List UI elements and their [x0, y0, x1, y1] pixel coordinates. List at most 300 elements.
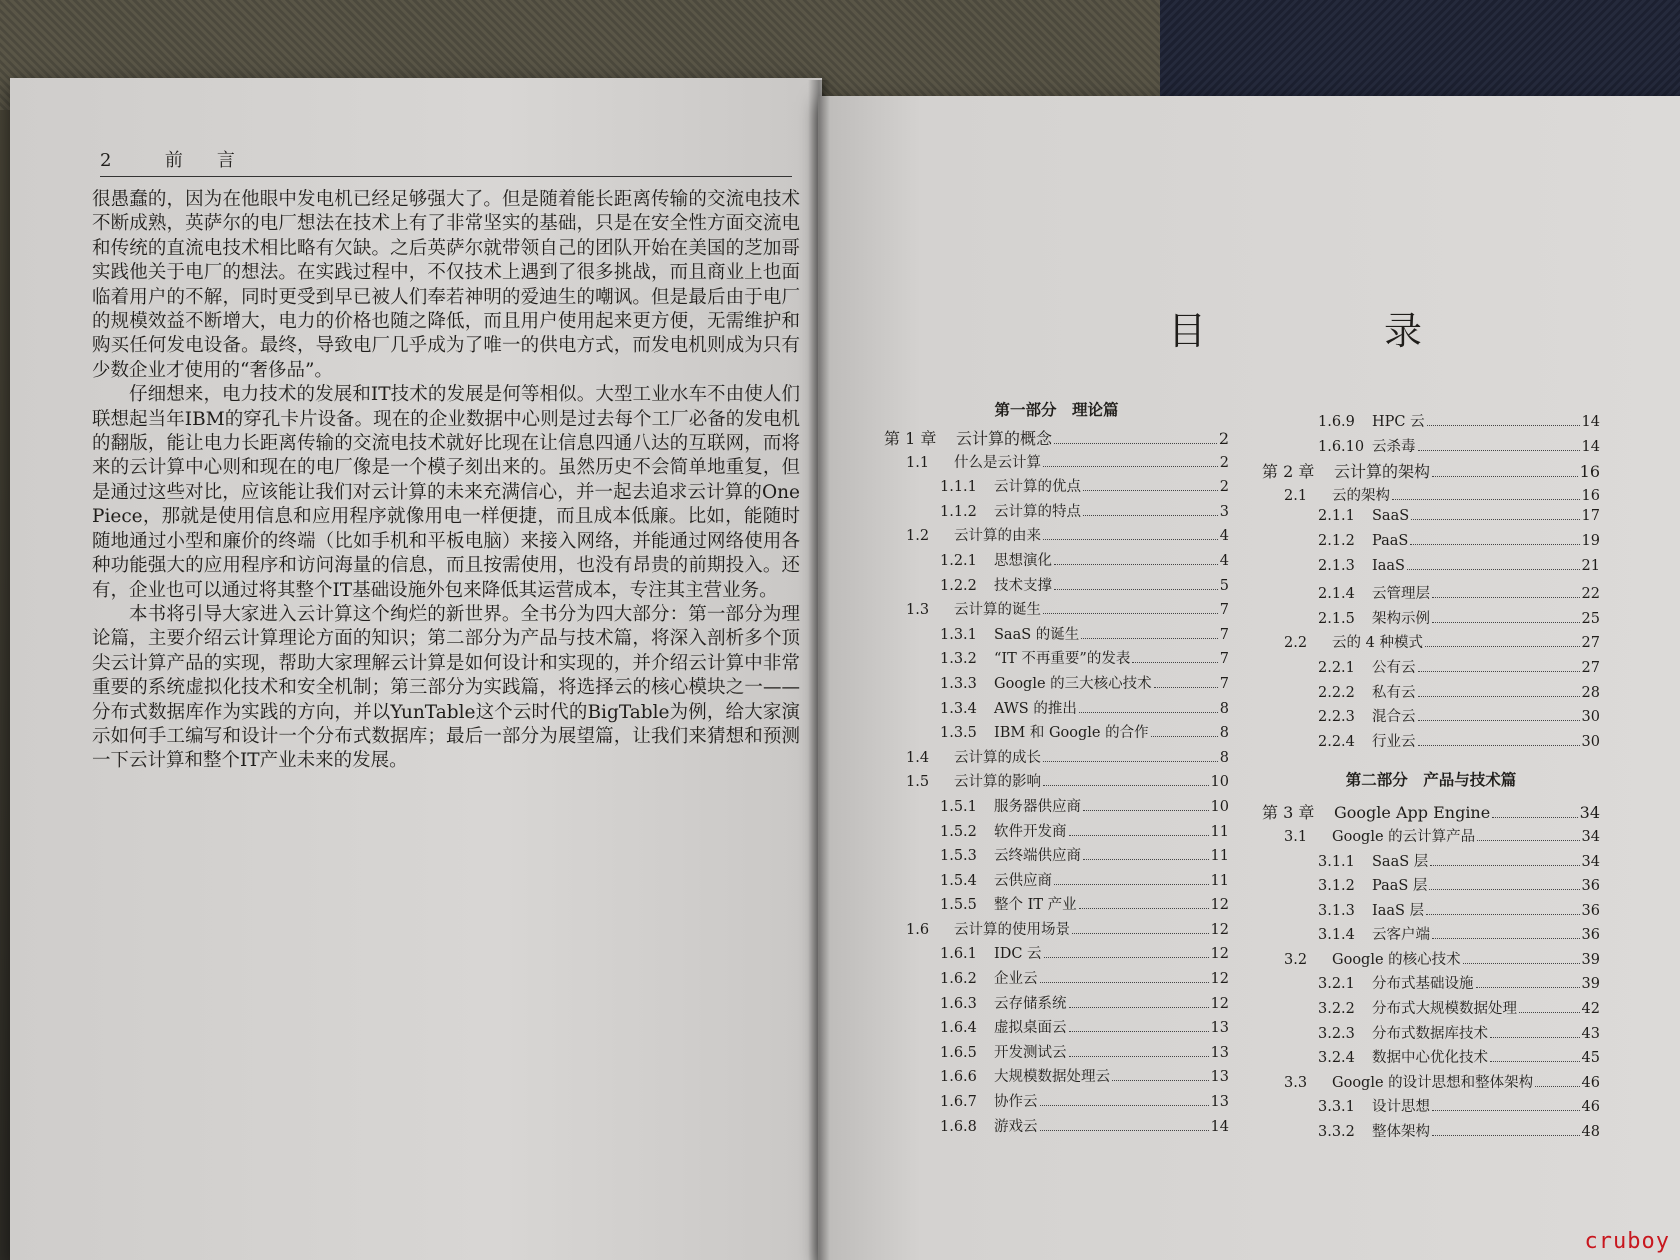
toc-entry-number: 1.6.1 — [940, 946, 977, 963]
toc-entry-page: 13 — [1210, 1020, 1229, 1037]
toc-leader-dots — [1151, 736, 1218, 737]
toc-entry-label: Google 的三大核心技术 — [994, 675, 1152, 692]
body-text — [92, 188, 800, 774]
toc-entry-page: 42 — [1581, 1001, 1600, 1018]
toc-entry — [884, 918, 1229, 943]
toc-entry-number: 1.6.2 — [940, 971, 977, 988]
toc-entry-page: 34 — [1581, 853, 1600, 870]
toc-entry — [884, 598, 1229, 623]
toc-entry — [1262, 899, 1600, 924]
toc-leader-dots — [1081, 638, 1218, 639]
toc-entry-number: 1.5 — [906, 774, 930, 791]
toc-entry-number: 1.3.3 — [940, 675, 977, 692]
toc-leader-dots — [1429, 889, 1579, 890]
toc-leader-dots — [1418, 450, 1580, 451]
toc-entry-number: 3.3.1 — [1318, 1099, 1355, 1116]
toc-leader-dots — [1043, 613, 1218, 614]
toc-entry-page: 19 — [1581, 532, 1600, 549]
toc-entry-page: 17 — [1581, 508, 1600, 525]
toc-entry-label: 云供应商 — [994, 872, 1052, 889]
toc-entry — [884, 451, 1229, 476]
toc-entry-page: 30 — [1581, 733, 1600, 750]
toc-entry-label: 架构示例 — [1372, 610, 1430, 627]
toc-entry-number: 1.1.2 — [940, 503, 977, 520]
toc-entry — [884, 1115, 1229, 1140]
toc-entry-page: 34 — [1579, 803, 1600, 823]
toc-entry-label: Google 的云计算产品 — [1332, 828, 1476, 845]
toc-leader-dots — [1418, 745, 1580, 746]
toc-column-left — [884, 398, 1229, 1139]
toc-leader-dots — [1043, 466, 1218, 467]
toc-entry-label: 混合云 — [1372, 709, 1416, 726]
toc-entry-number: 3.1.2 — [1318, 878, 1355, 895]
toc-entry-label: 云杀毒 — [1372, 438, 1416, 455]
toc-leader-dots — [1069, 1007, 1209, 1008]
toc-entry — [884, 869, 1229, 894]
toc-entry — [884, 574, 1229, 599]
toc-leader-dots — [1463, 963, 1580, 964]
toc-entry-label: 技术支撑 — [994, 577, 1052, 594]
toc-entry-number: 1.2 — [906, 528, 930, 545]
toc-entry-label: 云计算的使用场景 — [954, 921, 1070, 938]
toc-entry — [1262, 1071, 1600, 1096]
toc-entry-label: 云计算的成长 — [954, 749, 1041, 766]
toc-leader-dots — [1432, 938, 1580, 939]
toc-entry-label: PaaS 层 — [1372, 878, 1428, 895]
toc-entry-page: 8 — [1219, 700, 1229, 717]
toc-entry-page: 2 — [1219, 479, 1229, 496]
toc-entry-number: 2.1.1 — [1318, 508, 1355, 525]
toc-entry-label: 分布式数据库技术 — [1372, 1025, 1488, 1042]
toc-entry-label: 游戏云 — [994, 1118, 1038, 1135]
toc-entry-number: 2.1.5 — [1318, 610, 1355, 627]
toc-entry — [1262, 997, 1600, 1022]
toc-leader-dots — [1432, 1135, 1580, 1136]
toc-entry-page: 12 — [1210, 897, 1229, 914]
toc-entry-number: 2.1.2 — [1318, 532, 1355, 549]
toc-leader-dots — [1040, 1105, 1209, 1106]
paragraph: 很愚蠢的，因为在他眼中发电机已经足够强大了。但是随着能长距离传输的交流电技术不断成熟，英萨尔的电厂想法在技术上有了非常坚实的基础，只是在安全性方面交流电和传统的直流电技术相比略有欠缺。之后英萨尔就带领自己的团队开始在美国的芝加哥实践他关于电厂的想法。在实践过程中，不仅技术上遇到了很多挑战，而且商业上也面临着用户的不解，同时更受到早已被人们奉若神明的爱迪生的嘲讽。但是最后由于电厂的规模效益不断增大，电力的价格也随之降低，而且用户使用起来更方便，无需维护和购买任何发电设备。最终，导致电厂几乎成为了唯一的供电方式，而发电机则成为只有少数企业才使用的“奢侈品”。 — [92, 189, 800, 381]
toc-entry-label: 云计算的由来 — [954, 528, 1041, 545]
toc-entry — [1262, 410, 1600, 435]
toc-leader-dots — [1072, 933, 1209, 934]
toc-leader-dots — [1054, 884, 1209, 885]
toc-leader-dots — [1079, 908, 1209, 909]
toc-entry-label: 云存储系统 — [994, 995, 1067, 1012]
toc-entry — [1262, 459, 1600, 484]
toc-entry-label: 协作云 — [994, 1094, 1038, 1111]
toc-entry — [884, 820, 1229, 845]
toc-leader-dots — [1079, 712, 1218, 713]
toc-entry-page: 12 — [1210, 971, 1229, 988]
toc-entry-page: 11 — [1210, 823, 1229, 840]
toc-leader-dots — [1083, 859, 1209, 860]
toc-entry-number: 1.3 — [906, 602, 930, 619]
toc-entry — [1262, 1095, 1600, 1120]
toc-entry-page: 36 — [1581, 878, 1600, 895]
toc-entry-page: 7 — [1219, 675, 1229, 692]
toc-leader-dots — [1432, 622, 1580, 623]
toc-entry — [884, 992, 1229, 1017]
toc-leader-dots — [1043, 785, 1209, 786]
toc-entry-label: SaaS 层 — [1372, 853, 1429, 870]
toc-entry-label: PaaS — [1372, 532, 1409, 549]
toc-entry-page: 2 — [1218, 429, 1229, 448]
toc-entry — [1262, 705, 1600, 730]
toc-entry-label: 云的 4 种模式 — [1332, 635, 1423, 652]
toc-leader-dots — [1535, 1086, 1579, 1087]
paragraph: 本书将引导大家进入云计算这个绚烂的新世界。全书分为四大部分：第一部分为理论篇，主要介绍云计算理论方面的知识；第二部分为产品与技术篇，将深入剖析多个顶尖云计算产品的实现，帮助大家理解云计算是如何设计和实现的，并介绍云计算中非常重要的系统虚拟化技术和安全机制；第三部分为实践篇，将选择云的核心模块之一——分布式数据库作为实践的方向，并以YunTable这个云时代的BigTable为例，给大家演示如何手工编写和设计一个分布式数据库；最后一部分为展望篇，让我们来猜想和预测一下云计算和整个IT产业未来的发展。 — [92, 603, 800, 772]
page-number: 2 — [100, 150, 120, 171]
toc-entry-number: 1.2.2 — [940, 577, 977, 594]
toc-leader-dots — [1519, 1012, 1580, 1013]
toc-list — [884, 426, 1229, 1139]
toc-entry-label: “IT 不再重要”的发表 — [994, 651, 1131, 668]
toc-entry — [884, 475, 1229, 500]
toc-leader-dots — [1427, 425, 1580, 426]
toc-leader-dots — [1083, 515, 1218, 516]
toc-entry-number: 2.2.1 — [1318, 659, 1355, 676]
toc-entry — [1262, 850, 1600, 875]
toc-leader-dots — [1425, 646, 1580, 647]
toc-entry — [884, 500, 1229, 525]
toc-entry — [884, 770, 1229, 795]
toc-entry-number: 1.3.5 — [940, 725, 977, 742]
toc-entry — [884, 967, 1229, 992]
toc-entry-label: AWS 的推出 — [994, 700, 1077, 717]
toc-entry-label: SaaS 的诞生 — [994, 626, 1080, 643]
toc-entry-number: 2.1.4 — [1318, 586, 1355, 603]
toc-entry-label: 云终端供应商 — [994, 848, 1081, 865]
toc-entry-page: 4 — [1219, 552, 1229, 569]
toc-entry-label: 思想演化 — [994, 552, 1052, 569]
toc-leader-dots — [1477, 840, 1579, 841]
toc-entry-number: 1.5.1 — [940, 798, 977, 815]
toc-entry — [884, 1016, 1229, 1041]
toc-entry — [884, 942, 1229, 967]
toc-entry-label: 分布式基础设施 — [1372, 976, 1474, 993]
toc-entry-page: 12 — [1210, 921, 1229, 938]
toc-entry-number: 1.4 — [906, 749, 930, 766]
toc-entry-page: 28 — [1581, 684, 1600, 701]
toc-leader-dots — [1054, 564, 1218, 565]
toc-entry-label: 云管理层 — [1372, 586, 1430, 603]
toc-leader-dots — [1043, 539, 1218, 540]
toc-entry-number: 第 3 章 — [1262, 803, 1315, 823]
toc-entry — [884, 1041, 1229, 1066]
toc-entry — [884, 893, 1229, 918]
toc-entry-label: 分布式大规模数据处理 — [1372, 1001, 1517, 1018]
toc-column-right — [1262, 410, 1600, 1145]
paragraph: 仔细想来，电力技术的发展和IT技术的发展是何等相似。大型工业水车不由使人们联想起当年IBM的穿孔卡片设备。现在的企业数据中心则是过去每个工厂必备的发电机的翻版，能让电力长距离传输的交流电技术就好比现在让信息四通八达的互联网，而将来的云计算中心则和现在的电厂像是一个模子刻出来的。虽然历史不会简单地重复，但是通过这些对比，应该能让我们对云计算的未来充满信心，并一起去追求云计算的One Piece，那就是使用信息和应用程序就像用电一样便捷，而且成本低廉。比如，能随时随地通过小型和廉价的终端（比如手机和平板电脑）来接入网络，并能通过网络使用各种功能强大的应用程序和访问海量的信息，而且按需使用，也没有昂贵的前期投入。还有，企业也可以通过将其整个IT基础设施外包来降低其运营成本，专注其主营业务。 — [92, 384, 800, 601]
toc-entry-number: 1.3.2 — [940, 651, 977, 668]
toc-entry-number: 1.6.3 — [940, 995, 977, 1012]
toc-entry-page: 8 — [1219, 725, 1229, 742]
toc-leader-dots — [1154, 687, 1218, 688]
toc-entry-page: 48 — [1581, 1124, 1600, 1141]
toc-entry-page: 34 — [1581, 828, 1600, 845]
toc-entry — [1262, 948, 1600, 973]
toc-entry-label: IBM 和 Google 的合作 — [994, 725, 1149, 742]
toc-entry-label: 服务器供应商 — [994, 798, 1081, 815]
toc-entry-label: 开发测试云 — [994, 1044, 1067, 1061]
toc-entry-number: 1.6.10 — [1318, 438, 1365, 455]
toc-entry-label: HPC 云 — [1372, 414, 1425, 430]
toc-entry-page: 43 — [1581, 1025, 1600, 1042]
toc-entry-page: 16 — [1579, 462, 1600, 482]
toc-leader-dots — [1426, 914, 1579, 915]
toc-entry-page: 11 — [1210, 872, 1229, 889]
toc-entry-number: 3.3.2 — [1318, 1124, 1355, 1141]
toc-entry-page: 22 — [1581, 586, 1600, 603]
toc-entry-number: 1.6.5 — [940, 1044, 977, 1061]
toc-entry-page: 46 — [1581, 1099, 1600, 1116]
toc-entry-page: 36 — [1581, 927, 1600, 944]
toc-entry-label: 云计算的架构 — [1334, 462, 1431, 482]
toc-entry-number: 1.2.1 — [940, 552, 977, 569]
toc-entry-label: IaaS — [1372, 557, 1405, 574]
toc-entry — [1262, 1046, 1600, 1071]
toc-entry — [1262, 508, 1600, 533]
toc-entry-label: 整个 IT 产业 — [994, 897, 1077, 914]
toc-entry-number: 1.3.1 — [940, 626, 977, 643]
toc-entry-label: 云客户端 — [1372, 927, 1430, 944]
toc-entry-number: 3.1 — [1284, 828, 1308, 845]
toc-entry — [1262, 1022, 1600, 1047]
toc-entry-label: 行业云 — [1372, 733, 1416, 750]
toc-entry-label: 云计算的概念 — [956, 429, 1053, 448]
toc-entry-page: 46 — [1581, 1074, 1600, 1091]
toc-entry-label: 云计算的特点 — [994, 503, 1081, 520]
running-head-title: 前 言 — [164, 150, 243, 171]
toc-entry-page: 5 — [1219, 577, 1229, 594]
toc-entry-number: 3.3 — [1284, 1074, 1308, 1091]
toc-entry-number: 1.6.4 — [940, 1020, 977, 1037]
part-heading: 第一部分 理论篇 — [994, 401, 1119, 419]
toc-leader-dots — [1044, 957, 1209, 958]
toc-entry-number: 2.2.3 — [1318, 709, 1355, 726]
toc-entry-label: Google 的核心技术 — [1332, 951, 1461, 968]
toc-leader-dots — [1411, 519, 1579, 520]
toc-leader-dots — [1490, 1061, 1580, 1062]
toc-entry — [1262, 730, 1600, 755]
toc-leader-dots — [1132, 662, 1217, 663]
toc-entry-page: 13 — [1210, 1094, 1229, 1111]
toc-entry — [1262, 923, 1600, 948]
toc-entry-label: 虚拟桌面云 — [994, 1020, 1067, 1037]
toc-entry — [884, 844, 1229, 869]
toc-entry-label: 云计算的影响 — [954, 774, 1041, 791]
toc-leader-dots — [1476, 987, 1580, 988]
toc-leader-dots — [1418, 720, 1580, 721]
toc-entry — [1262, 874, 1600, 899]
toc-entry-label: 软件开发商 — [994, 823, 1067, 840]
toc-leader-dots — [1043, 761, 1218, 762]
toc-entry-label: 公有云 — [1372, 659, 1416, 676]
toc-entry-page: 13 — [1210, 1069, 1229, 1086]
toc-entry — [1262, 631, 1600, 656]
toc-leader-dots — [1040, 1130, 1209, 1131]
book-gutter — [808, 80, 830, 1260]
toc-entry — [884, 672, 1229, 697]
toc-entry — [1262, 656, 1600, 681]
toc-entry-page: 39 — [1581, 951, 1600, 968]
toc-entry — [884, 795, 1229, 820]
running-head — [100, 146, 792, 177]
toc-entry — [884, 426, 1229, 451]
toc-entry-number: 1.6.7 — [940, 1094, 977, 1111]
toc-entry — [884, 746, 1229, 771]
toc-entry-label: Google App Engine — [1334, 803, 1491, 823]
toc-entry-page: 16 — [1581, 487, 1600, 504]
toc-leader-dots — [1083, 490, 1218, 491]
toc-leader-dots — [1069, 1056, 1209, 1057]
toc-entry — [1262, 484, 1600, 509]
toc-leader-dots — [1432, 476, 1578, 477]
toc-entry-number: 3.1.1 — [1318, 853, 1355, 870]
toc-entry — [1262, 582, 1600, 607]
toc-entry-number: 3.2.2 — [1318, 1001, 1355, 1018]
toc-title: 目 录 — [1168, 309, 1493, 353]
toc-entry-page: 13 — [1210, 1044, 1229, 1061]
toc-entry-page: 10 — [1210, 774, 1229, 791]
toc-entry-number: 3.2.1 — [1318, 976, 1355, 993]
toc-entry-label: 大规模数据处理云 — [994, 1069, 1110, 1086]
toc-entry-number: 1.5.4 — [940, 872, 977, 889]
toc-entry-label: 私有云 — [1372, 684, 1416, 701]
toc-entry-page: 2 — [1219, 454, 1229, 471]
toc-entry-label: IDC 云 — [994, 946, 1042, 963]
toc-entry-page: 7 — [1219, 626, 1229, 643]
toc-entry-number: 2.1.3 — [1318, 557, 1355, 574]
toc-entry-number: 1.6 — [906, 921, 930, 938]
toc-entry — [1262, 972, 1600, 997]
toc-entry-number: 第 1 章 — [884, 429, 937, 448]
toc-entry-label: 整体架构 — [1372, 1124, 1430, 1141]
toc-leader-dots — [1040, 982, 1209, 983]
toc-entry-number: 1.1 — [906, 454, 930, 471]
toc-entry-number: 3.1.3 — [1318, 902, 1355, 919]
toc-entry-page: 27 — [1581, 635, 1600, 652]
toc-entry-page: 36 — [1581, 902, 1600, 919]
toc-entry-page: 8 — [1219, 749, 1229, 766]
toc-entry-label: 设计思想 — [1372, 1099, 1430, 1116]
toc-leader-dots — [1410, 544, 1579, 545]
toc-entry — [1262, 800, 1600, 825]
toc-leader-dots — [1054, 589, 1218, 590]
toc-entry-page: 27 — [1581, 659, 1600, 676]
toc-leader-dots — [1418, 696, 1580, 697]
toc-entry-number: 2.1 — [1284, 487, 1308, 504]
toc-entry-page: 39 — [1581, 976, 1600, 993]
toc-entry-page: 4 — [1219, 528, 1229, 545]
toc-entry-page: 25 — [1581, 610, 1600, 627]
toc-leader-dots — [1432, 597, 1580, 598]
toc-entry — [1262, 558, 1600, 583]
toc-entry-number: 2.2.4 — [1318, 733, 1355, 750]
toc-entry-page: 30 — [1581, 709, 1600, 726]
toc-entry-page: 7 — [1219, 651, 1229, 668]
toc-entry-number: 1.6.6 — [940, 1069, 977, 1086]
toc-entry-page: 45 — [1581, 1050, 1600, 1067]
toc-entry-page: 21 — [1581, 557, 1600, 574]
toc-entry — [1262, 1120, 1600, 1145]
toc-entry-number: 3.1.4 — [1318, 927, 1355, 944]
toc-entry — [1262, 681, 1600, 706]
toc-entry — [884, 623, 1229, 648]
toc-leader-dots — [1069, 1031, 1209, 1032]
toc-entry-label: IaaS 层 — [1372, 902, 1425, 919]
toc-list — [1262, 410, 1600, 754]
toc-entry — [884, 1090, 1229, 1115]
toc-entry — [1262, 435, 1600, 460]
toc-entry-number: 2.2 — [1284, 635, 1308, 652]
toc-entry-number: 3.2.4 — [1318, 1050, 1355, 1067]
toc-leader-dots — [1112, 1080, 1209, 1081]
toc-leader-dots — [1492, 817, 1577, 818]
toc-entry-label: 云计算的优点 — [994, 479, 1081, 496]
watermark: cruboy — [1584, 1229, 1670, 1254]
toc-entry — [884, 1065, 1229, 1090]
toc-entry-page: 14 — [1581, 414, 1600, 430]
toc-entry-page: 12 — [1210, 946, 1229, 963]
toc-entry-page: 11 — [1210, 848, 1229, 865]
toc-entry — [1262, 533, 1600, 558]
toc-entry-number: 第 2 章 — [1262, 462, 1315, 482]
toc-leader-dots — [1392, 499, 1580, 500]
toc-entry-page: 3 — [1219, 503, 1229, 520]
toc-entry — [884, 721, 1229, 746]
toc-entry-page: 14 — [1581, 438, 1600, 455]
toc-entry-label: 企业云 — [994, 971, 1038, 988]
toc-entry — [884, 524, 1229, 549]
toc-entry-page: 14 — [1210, 1118, 1229, 1135]
toc-leader-dots — [1069, 835, 1209, 836]
toc-entry-number: 3.2.3 — [1318, 1025, 1355, 1042]
toc-entry-page: 7 — [1219, 602, 1229, 619]
toc-entry-label: 云计算的诞生 — [954, 602, 1041, 619]
toc-entry-label: 云的架构 — [1332, 487, 1390, 504]
toc-list — [1262, 800, 1600, 1144]
toc-leader-dots — [1490, 1037, 1580, 1038]
toc-leader-dots — [1407, 569, 1580, 570]
toc-leader-dots — [1418, 671, 1580, 672]
toc-entry-label: SaaS — [1372, 508, 1410, 525]
toc-entry-number: 2.2.2 — [1318, 684, 1355, 701]
toc-leader-dots — [1083, 810, 1209, 811]
toc-leader-dots — [1430, 865, 1579, 866]
toc-entry-number: 1.5.3 — [940, 848, 977, 865]
toc-entry — [1262, 607, 1600, 632]
toc-entry-label: Google 的设计思想和整体架构 — [1332, 1074, 1534, 1091]
toc-entry — [1262, 825, 1600, 850]
toc-entry-number: 1.5.2 — [940, 823, 977, 840]
toc-entry — [884, 697, 1229, 722]
toc-entry — [884, 647, 1229, 672]
toc-entry-number: 3.2 — [1284, 951, 1308, 968]
toc-entry — [884, 549, 1229, 574]
toc-leader-dots — [1432, 1110, 1580, 1111]
toc-entry-label: 数据中心优化技术 — [1372, 1050, 1488, 1067]
toc-entry-number: 1.5.5 — [940, 897, 977, 914]
toc-entry-number: 1.6.9 — [1318, 414, 1355, 430]
toc-entry-number: 1.3.4 — [940, 700, 977, 717]
toc-entry-page: 12 — [1210, 995, 1229, 1012]
toc-entry-label: 什么是云计算 — [954, 454, 1041, 471]
toc-entry-number: 1.1.1 — [940, 479, 977, 496]
toc-entry-page: 10 — [1210, 798, 1229, 815]
toc-entry-number: 1.6.8 — [940, 1118, 977, 1135]
